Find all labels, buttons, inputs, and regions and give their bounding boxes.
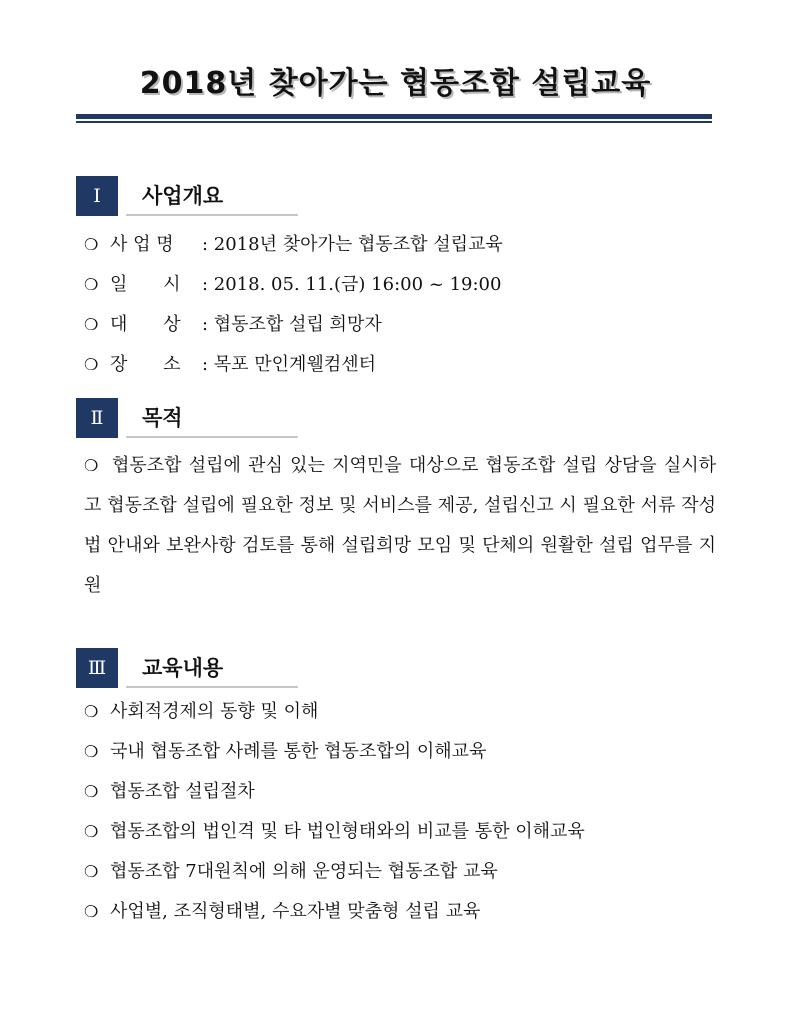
content-text: 국내 협동조합 사례를 통한 협동조합의 이해교육 [110,741,487,762]
section-2-number: Ⅱ [76,398,118,438]
overview-value: : 2018년 찾아가는 협동조합 설립교육 [202,234,503,255]
section-2-heading [76,398,316,438]
content-text: 협동조합 설립절차 [110,781,255,802]
section-2-underline [126,436,298,438]
section-1-number: Ⅰ [76,176,118,216]
bullet-icon: ❍ [84,742,99,761]
content-text: 협동조합의 법인격 및 타 법인형태와의 비교를 통한 이해교육 [110,821,585,842]
bullet-icon: ❍ [84,702,99,721]
section-3-number: Ⅲ [76,648,118,688]
overview-label: 사 업 명 [110,234,174,255]
overview-value: : 2018. 05. 11.(금) 16:00 ~ 19:00 [202,274,502,295]
bullet-icon: ❍ [84,822,99,841]
content-text: 협동조합 7대원칙에 의해 운영되는 협동조합 교육 [110,861,498,882]
content-item [84,819,585,845]
section-1-heading [76,176,316,216]
overview-value: : 협동조합 설립 희망자 [202,314,382,335]
content-item [84,859,498,885]
section-1-underline [126,214,298,216]
overview-item-name [84,232,503,258]
section-3-underline [126,686,298,688]
content-item [84,899,480,925]
document-title: 2018년 찾아가는 협동조합 설립교육 [139,66,652,101]
overview-item-date [84,272,501,298]
section-2-title: 목적 [142,406,183,430]
content-text: 사회적경제의 동향 및 이해 [110,701,319,722]
content-text: 사업별, 조직형태별, 수요자별 맞춤형 설립 교육 [110,901,481,922]
bullet-icon: ❍ [84,902,99,921]
section-1-title: 사업개요 [142,184,224,208]
bullet-icon: ❍ [84,355,99,374]
bullet-icon: ❍ [84,456,99,475]
overview-label: 장 소 [110,354,181,375]
section-3-title: 교육내용 [142,656,224,680]
bullet-icon: ❍ [84,782,99,801]
overview-item-target [84,312,382,338]
title-rule-thick [76,114,712,119]
bullet-icon: ❍ [84,862,99,881]
overview-label: 일 시 [110,274,181,295]
purpose-paragraph [84,446,716,606]
content-item [84,699,318,725]
content-item [84,739,486,765]
overview-value: : 목포 만인계웰컴센터 [202,354,376,375]
purpose-text: 협동조합 설립에 관심 있는 지역민을 대상으로 협동조합 설립 상담을 실시하고 협동조합 설립에 필요한 정보 및 서비스를 제공, 설립신고 시 필요한 서류 작성법 안내와 보완사항 검토를 통해 설립희망 모임 및 단체의 원활한 설립 업무를 지원 [84,455,716,596]
bullet-icon: ❍ [84,275,99,294]
section-3-heading [76,648,316,688]
content-item [84,779,255,805]
bullet-icon: ❍ [84,315,99,334]
title-rule-thin [76,121,712,123]
overview-item-place [84,352,376,378]
overview-label: 대 상 [110,314,181,335]
bullet-icon: ❍ [84,235,99,254]
